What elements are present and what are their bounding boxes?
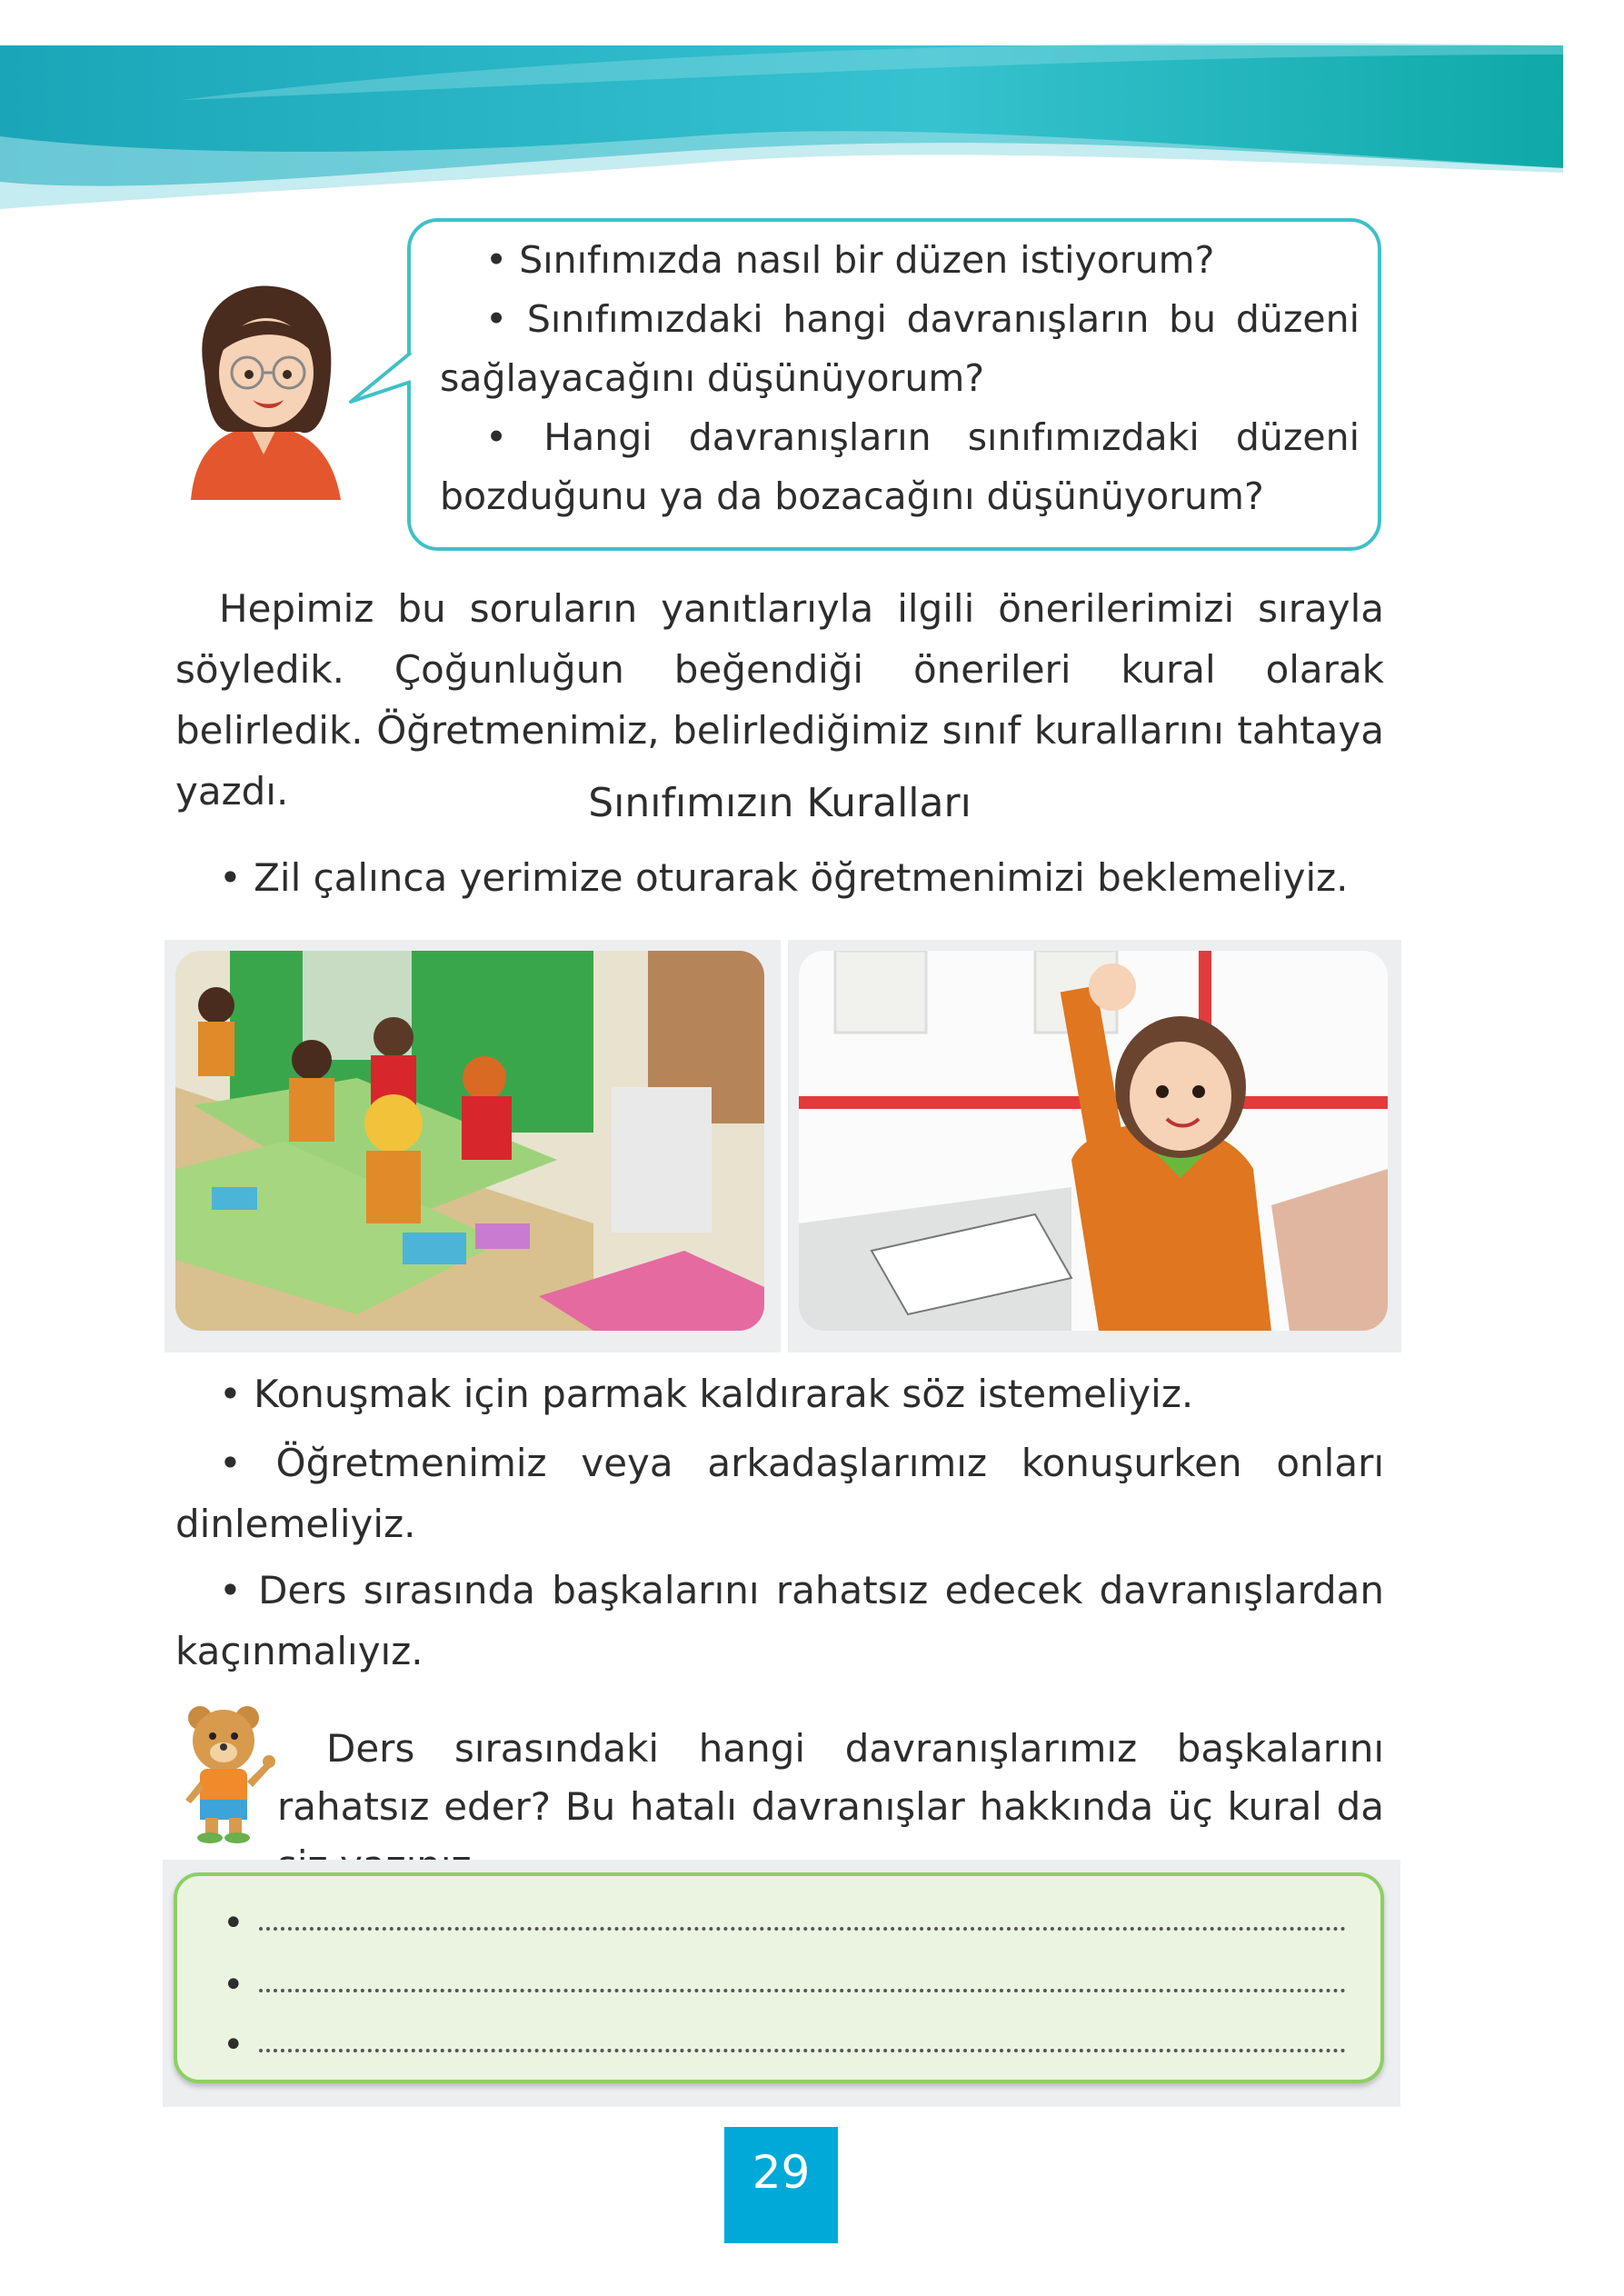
answer-dotted-line-1 (259, 1927, 1346, 1931)
question-2: • Sınıfımızdaki hangi davranışların bu düzeni sağlayacağını düşünüyorum? (440, 290, 1360, 408)
answer-dotted-line-3 (259, 2049, 1346, 2052)
rule-3: • Öğretmenimiz veya arkadaşlarımız konuşurken onları dinlemeliyiz. (175, 1433, 1384, 1554)
page-number: 29 (724, 2127, 838, 2243)
activity-prompt: Ders sırasındaki hangi davranışlarımız başkalarını rahatsız eder? Bu hatalı davranışlar hakkında üç kural da (277, 1726, 1384, 1829)
answer-dotted-line-2 (259, 1989, 1346, 1992)
raising-hand-photo (788, 940, 1401, 1353)
speech-bubble-tail (347, 351, 414, 414)
rules-title: Sınıfımızın Kuralları (588, 780, 971, 826)
answer-bullet-1: • (223, 1902, 244, 1944)
answer-box (174, 1872, 1384, 2083)
answer-line-1[interactable] (223, 1900, 1346, 1944)
answer-area (163, 1860, 1400, 2107)
question-1: • Sınıfımızda nasıl bir düzen istiyorum? (440, 231, 1360, 290)
bear-mascot-illustration (173, 1700, 282, 1845)
raising-hand-scene (799, 951, 1388, 1331)
rule-2: • Konuşmak için parmak kaldırarak söz istemeliyiz. (175, 1363, 1384, 1424)
teacher-illustration (173, 273, 354, 500)
rule-1: • Zil çalınca yerimize oturarak öğretmenimizi beklemeliyiz. (175, 847, 1384, 908)
intro-paragraph: Hepimiz bu soruların yanıtlarıyla ilgili önerilerimizi sırayla söyledik. Çoğunluğun beğendiği önerileri kural olarak belirledik. Öğretmenimiz, belirlediğimiz sınıf kurallarını tahtaya yazdı. (175, 586, 1384, 814)
answer-line-3[interactable] (223, 2021, 1346, 2066)
answer-bullet-2: • (223, 1964, 244, 2006)
question-3: • Hangi davranışların sınıfımızdaki düzeni bozduğunu ya da bozacağını düşünüyorum? (440, 408, 1360, 526)
answer-line-2[interactable] (223, 1962, 1346, 2006)
answer-bullet-3: • (223, 2024, 244, 2066)
header-wave-decoration (0, 0, 1624, 218)
classroom-scene (175, 951, 764, 1331)
speech-bubble-questions (440, 231, 1360, 526)
classroom-photo (164, 940, 781, 1353)
rule-4: • Ders sırasında başkalarını rahatsız edecek davranışlardan kaçınmalıyız. (175, 1560, 1384, 1682)
